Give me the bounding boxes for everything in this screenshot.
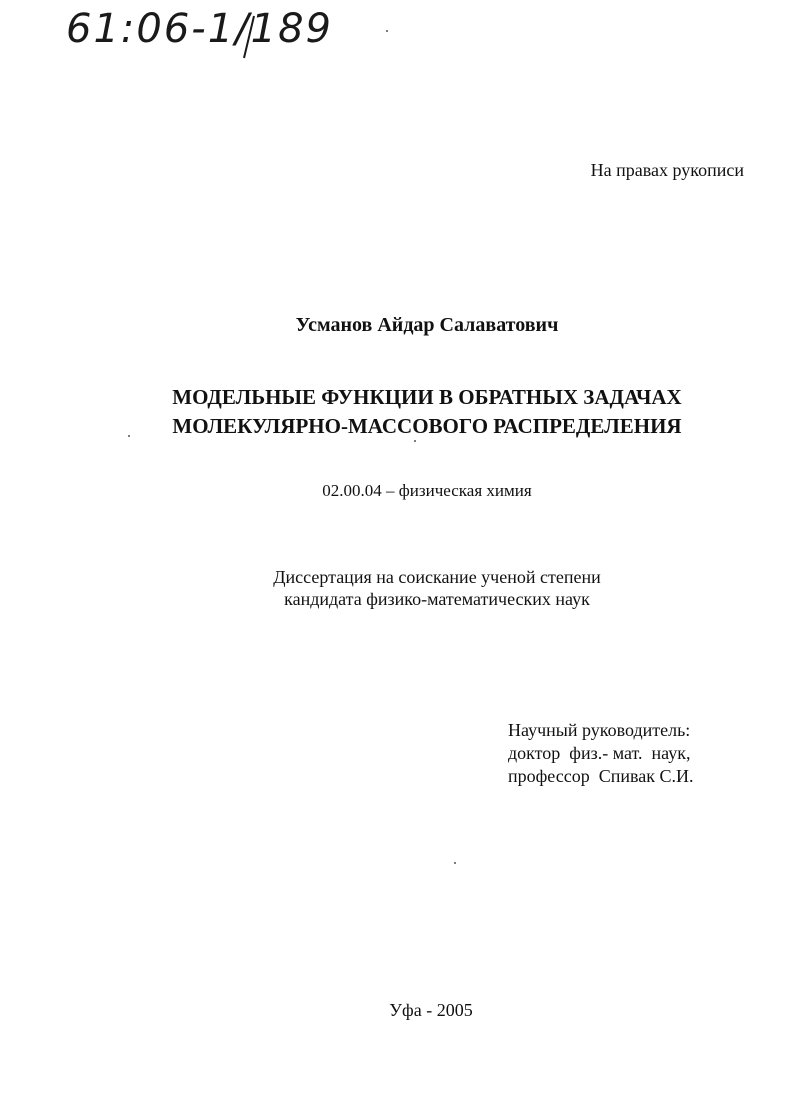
specialty-code: 02.00.04 – физическая химия bbox=[322, 481, 532, 500]
degree-line-2: кандидата физико-математических наук bbox=[284, 589, 590, 609]
title-line-2: МОЛЕКУЛЯРНО-МАССОВОГО РАСПРЕДЕЛЕНИЯ bbox=[172, 414, 682, 438]
place-and-year: Уфа - 2005 bbox=[389, 1000, 473, 1020]
dissertation-title bbox=[0, 383, 792, 441]
supervisor-name: профессор Спивак С.И. bbox=[508, 766, 694, 786]
supervisor-degree: доктор физ.- мат. наук, bbox=[508, 743, 691, 763]
handwritten-archive-number bbox=[66, 2, 406, 60]
manuscript-rights-note: На правах рукописи bbox=[590, 160, 744, 180]
supervisor-label: Научный руководитель: bbox=[508, 720, 691, 740]
scan-speck bbox=[128, 435, 130, 437]
scan-speck bbox=[454, 862, 456, 864]
scan-speck bbox=[386, 30, 388, 32]
supervisor-block bbox=[508, 719, 693, 788]
title-line-1: МОДЕЛЬНЫЕ ФУНКЦИИ В ОБРАТНЫХ ЗАДАЧАХ bbox=[172, 385, 682, 409]
degree-statement bbox=[0, 566, 792, 610]
archive-number-text: 61:06-1/189 bbox=[66, 6, 333, 52]
scan-speck bbox=[414, 440, 416, 442]
author-name: Усманов Айдар Салаватович bbox=[295, 314, 559, 336]
degree-line-1: Диссертация на соискание ученой степени bbox=[273, 567, 601, 587]
